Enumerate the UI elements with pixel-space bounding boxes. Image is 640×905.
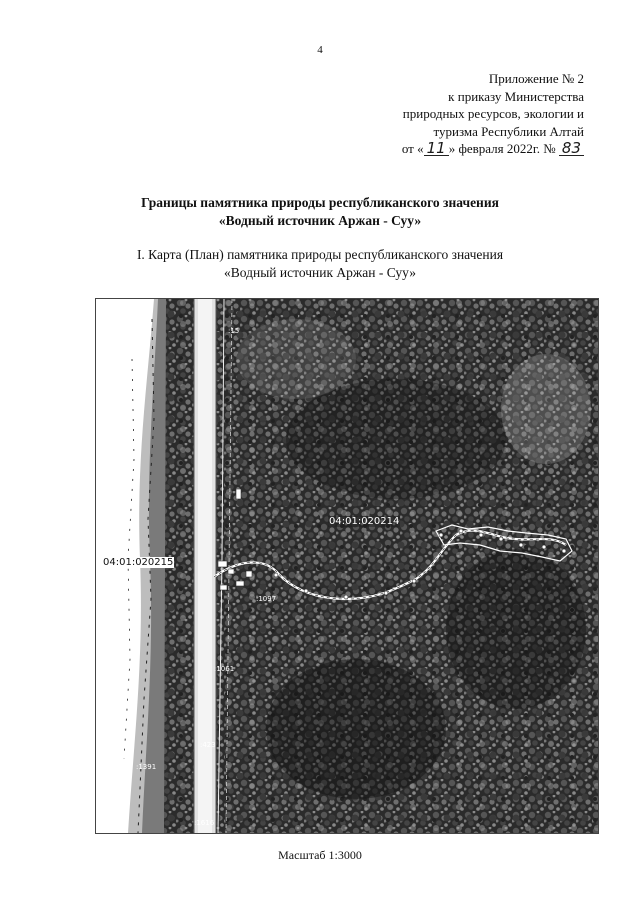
page-number: 4 [317, 44, 323, 56]
appendix-block [324, 70, 584, 158]
document-title [0, 194, 640, 230]
map-label-left: 04:01:020215 [103, 557, 174, 568]
svg-text::1097: :1097 [256, 595, 277, 603]
appendix-date-line [324, 140, 584, 158]
subtitle-line-2: «Водный источник Аржан - Суу» [224, 265, 416, 280]
title-line-2: «Водный источник Аржан - Суу» [218, 213, 422, 228]
svg-text::1391: :1391 [136, 763, 157, 771]
date-prefix: от « [401, 141, 424, 156]
handwritten-day: 11 [424, 141, 449, 156]
subtitle-line-1: I. Карта (План) памятника природы республиканского значения [136, 247, 504, 262]
aerial-map [95, 298, 599, 834]
appendix-line-4: туризма Республики Алтай [433, 123, 584, 139]
appendix-line-3: природных ресурсов, экологии и [402, 106, 584, 121]
svg-text::1616: :1616 [194, 819, 215, 827]
svg-text::15: :15 [228, 327, 240, 335]
map-scale: Масштаб 1:3000 [278, 848, 362, 862]
map-label-right: 04:01:020214 [329, 516, 400, 527]
date-middle: » февраля 2022г. № [448, 141, 556, 156]
appendix-line-1: Приложение № 2 [488, 71, 584, 86]
map-section-heading [0, 246, 640, 282]
appendix-line-2: к приказу Министерства [448, 88, 584, 104]
svg-text::423: :423 [200, 741, 216, 749]
handwritten-number: 83 [559, 141, 584, 156]
title-line-1: Границы памятника природы республиканского значения [141, 195, 499, 210]
svg-text::1061: :1061 [214, 665, 235, 673]
